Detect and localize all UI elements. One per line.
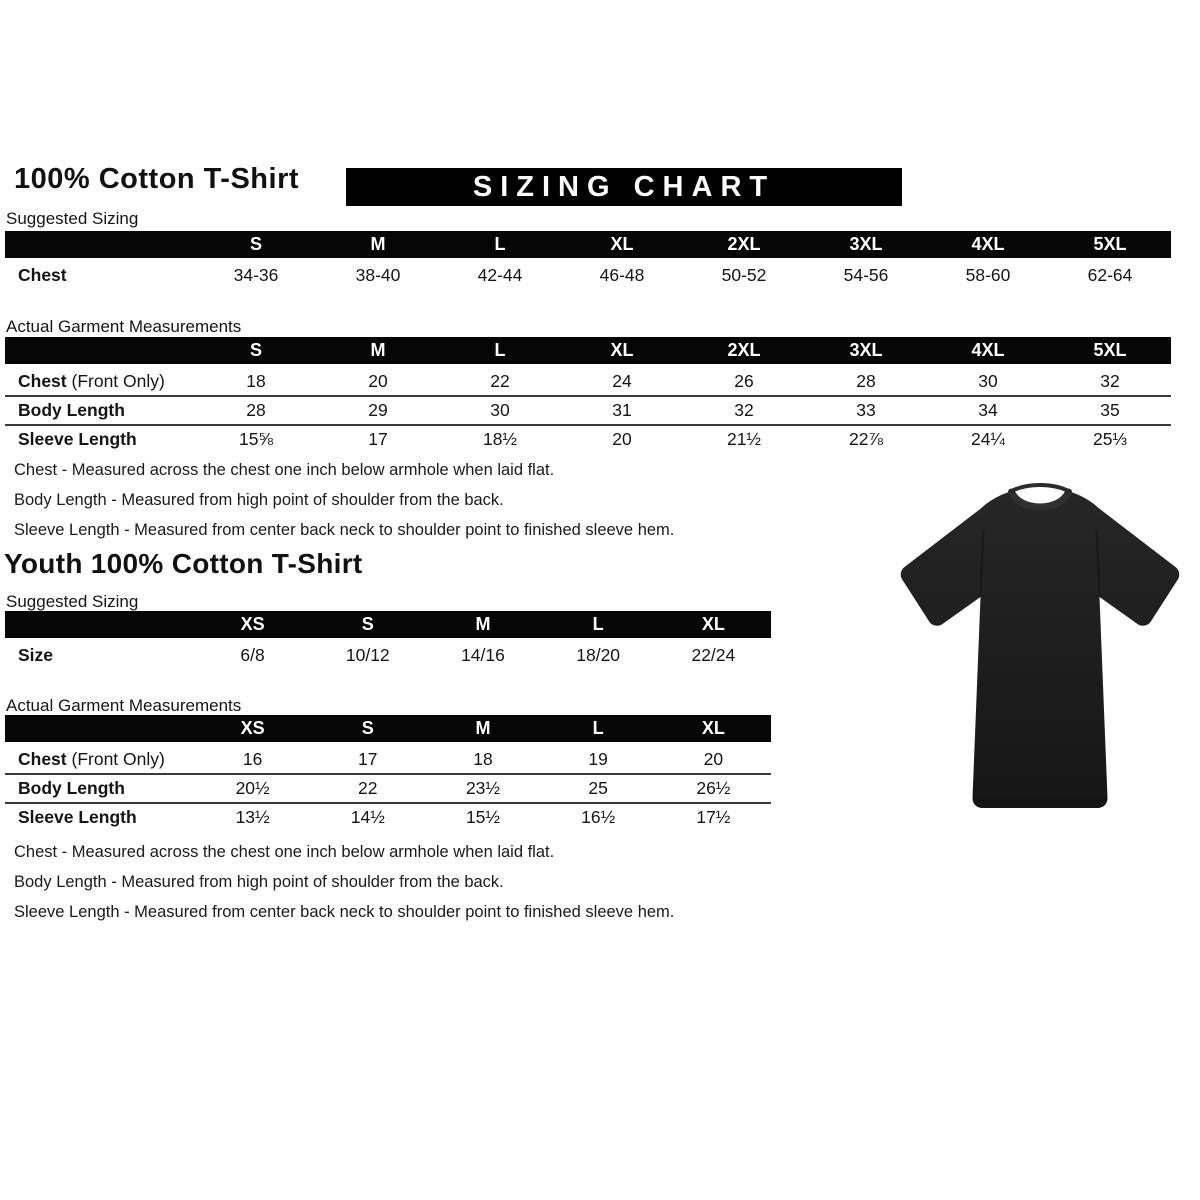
row-label-text: Sleeve Length: [18, 429, 137, 449]
measurement-cell: 24¼: [970, 429, 1006, 449]
measurement-cell: 30: [490, 400, 510, 420]
row-label-text: Body Length: [18, 778, 125, 798]
measurement-cell: 22⅞: [848, 429, 884, 449]
measurement-cell: 18: [246, 371, 266, 391]
measurement-cell: 17: [368, 429, 388, 449]
measurement-cell: 25: [588, 778, 608, 798]
sizing-chart-banner: [346, 168, 902, 206]
sizing-chart-banner-text: SIZING CHART: [472, 170, 776, 203]
row-label-suffix: (Front Only): [66, 749, 165, 769]
measurement-cell: 16: [242, 749, 263, 769]
size-column-header: M: [317, 337, 439, 366]
measurement-cell: 33: [856, 400, 876, 420]
measurement-cell: 17½: [696, 807, 731, 827]
youth-measurements-heading: Actual Garment Measurements: [6, 696, 242, 715]
size-header-row: [5, 337, 1171, 366]
measurement-cell: 34-36: [233, 265, 279, 285]
measurement-cell: 10/12: [345, 645, 390, 665]
row-label-text: Body Length: [18, 400, 125, 420]
measurement-cell: 34: [978, 400, 998, 420]
row-label-text: Chest: [18, 749, 67, 769]
size-column-header: 4XL: [927, 231, 1049, 260]
row-label: [5, 366, 195, 396]
measurement-cell: 13½: [235, 807, 270, 827]
measurement-cell: 24: [612, 371, 632, 391]
size-column-header: XS: [195, 715, 310, 744]
measurement-row: [5, 366, 1171, 396]
measurement-row: [5, 260, 1171, 289]
measurement-row: [5, 425, 1171, 453]
measurement-cell: 26: [734, 371, 754, 391]
size-column-header: S: [195, 337, 317, 366]
measurement-cell: 50-52: [721, 265, 767, 285]
row-label: [5, 396, 195, 425]
measurement-cell: 15½: [465, 807, 500, 827]
measurement-cell: 18½: [482, 429, 518, 449]
size-column-header: M: [317, 231, 439, 260]
adult-product-title: 100% Cotton T-Shirt: [14, 163, 300, 195]
size-column-header: 2XL: [683, 337, 805, 366]
size-column-header: M: [425, 611, 540, 640]
measurement-cell: 19: [588, 749, 608, 769]
adult-suggested-sizing-heading: Suggested Sizing: [6, 209, 139, 228]
measurement-cell: 35: [1100, 400, 1120, 420]
measurement-note: Chest - Measured across the chest one inch below armhole when laid flat.: [14, 461, 555, 479]
measurement-cell: 22: [358, 778, 378, 798]
measurement-cell: 28: [856, 371, 876, 391]
adult-suggested-sizing-table: [5, 231, 1171, 289]
size-column-header: XL: [656, 611, 771, 640]
measurement-cell: 29: [368, 400, 388, 420]
size-column-header: L: [541, 611, 656, 640]
measurement-note: Sleeve Length - Measured from center back neck to shoulder point to finished sleeve hem.: [14, 903, 675, 921]
row-label: [5, 803, 195, 831]
measurement-cell: 14½: [350, 807, 385, 827]
size-column-header: L: [439, 231, 561, 260]
measurement-cell: 22/24: [691, 645, 736, 665]
row-label-text: Chest: [18, 371, 67, 391]
size-column-header: 2XL: [683, 231, 805, 260]
measurement-cell: 15⅝: [238, 429, 274, 449]
measurement-cell: 62-64: [1087, 265, 1133, 285]
measurement-cell: 30: [978, 371, 998, 391]
measurement-cell: 18/20: [576, 645, 621, 665]
youth-measurements-table: [5, 715, 771, 831]
measurement-cell: 32: [1100, 371, 1120, 391]
measurement-cell: 20½: [235, 778, 270, 798]
size-column-header: S: [310, 715, 425, 744]
tshirt-collar-back: [1012, 485, 1069, 491]
size-column-header: L: [541, 715, 656, 744]
size-column-header: S: [195, 231, 317, 260]
row-label-text: Chest: [18, 265, 67, 285]
measurement-cell: 21½: [726, 429, 762, 449]
row-label-text: Size: [18, 645, 54, 665]
measurement-note: Body Length - Measured from high point of shoulder from the back.: [14, 491, 504, 509]
tshirt-collar: [1012, 492, 1069, 507]
measurement-cell: 26½: [696, 778, 731, 798]
adult-measurements-heading: Actual Garment Measurements: [6, 317, 242, 336]
youth-suggested-sizing-table: [5, 611, 771, 669]
black-tshirt-image: [885, 470, 1195, 820]
measurement-cell: 38-40: [355, 265, 401, 285]
row-label: [5, 425, 195, 453]
measurement-cell: 20: [368, 371, 388, 391]
size-header-row: [5, 611, 771, 640]
size-column-header: XS: [195, 611, 310, 640]
tshirt-graphic: [885, 470, 1195, 820]
header-corner-cell: [5, 611, 195, 640]
youth-suggested-sizing-heading: Suggested Sizing: [6, 592, 139, 611]
size-column-header: 4XL: [927, 337, 1049, 366]
measurement-note: Body Length - Measured from high point of shoulder from the back.: [14, 873, 504, 891]
measurement-row: [5, 640, 771, 669]
measurement-cell: 17: [358, 749, 378, 769]
adult-measurements-table: [5, 337, 1171, 453]
measurement-note: Chest - Measured across the chest one inch below armhole when laid flat.: [14, 843, 555, 861]
header-corner-cell: [5, 337, 195, 366]
row-label-suffix: (Front Only): [66, 371, 165, 391]
measurement-cell: 42-44: [477, 265, 523, 285]
measurement-cell: 31: [612, 400, 632, 420]
measurement-cell: 25⅓: [1092, 429, 1128, 449]
size-header-row: [5, 231, 1171, 260]
row-label: [5, 260, 195, 289]
size-column-header: M: [425, 715, 540, 744]
measurement-cell: 20: [612, 429, 632, 449]
measurement-cell: 16½: [581, 807, 616, 827]
size-column-header: XL: [656, 715, 771, 744]
size-column-header: XL: [561, 337, 683, 366]
measurement-cell: 46-48: [599, 265, 645, 285]
measurement-cell: 23½: [465, 778, 500, 798]
measurement-cell: 58-60: [965, 265, 1011, 285]
measurement-cell: 28: [246, 400, 266, 420]
tshirt-body: [901, 491, 1179, 808]
size-column-header: 5XL: [1049, 337, 1171, 366]
size-column-header: 5XL: [1049, 231, 1171, 260]
measurement-row: [5, 396, 1171, 425]
measurement-cell: 54-56: [843, 265, 889, 285]
header-corner-cell: [5, 715, 195, 744]
header-corner-cell: [5, 231, 195, 260]
size-column-header: 3XL: [805, 231, 927, 260]
youth-product-title: Youth 100% Cotton T-Shirt: [4, 548, 363, 579]
measurement-cell: 32: [734, 400, 754, 420]
measurement-cell: 22: [490, 371, 510, 391]
row-label: [5, 744, 195, 774]
size-column-header: 3XL: [805, 337, 927, 366]
measurement-cell: 20: [703, 749, 724, 769]
row-label: [5, 774, 195, 803]
measurement-row: [5, 744, 771, 774]
measurement-row: [5, 774, 771, 803]
size-header-row: [5, 715, 771, 744]
row-label: [5, 640, 195, 669]
measurement-note: Sleeve Length - Measured from center back neck to shoulder point to finished sleeve hem.: [14, 521, 675, 539]
size-column-header: L: [439, 337, 561, 366]
measurement-cell: 14/16: [461, 645, 505, 665]
row-label-text: Sleeve Length: [18, 807, 137, 827]
size-column-header: S: [310, 611, 425, 640]
measurement-cell: 18: [473, 749, 493, 769]
size-column-header: XL: [561, 231, 683, 260]
adult-measurement-notes: [14, 461, 674, 551]
youth-measurement-notes: [14, 843, 674, 933]
measurement-cell: 6/8: [240, 645, 265, 665]
measurement-row: [5, 803, 771, 831]
